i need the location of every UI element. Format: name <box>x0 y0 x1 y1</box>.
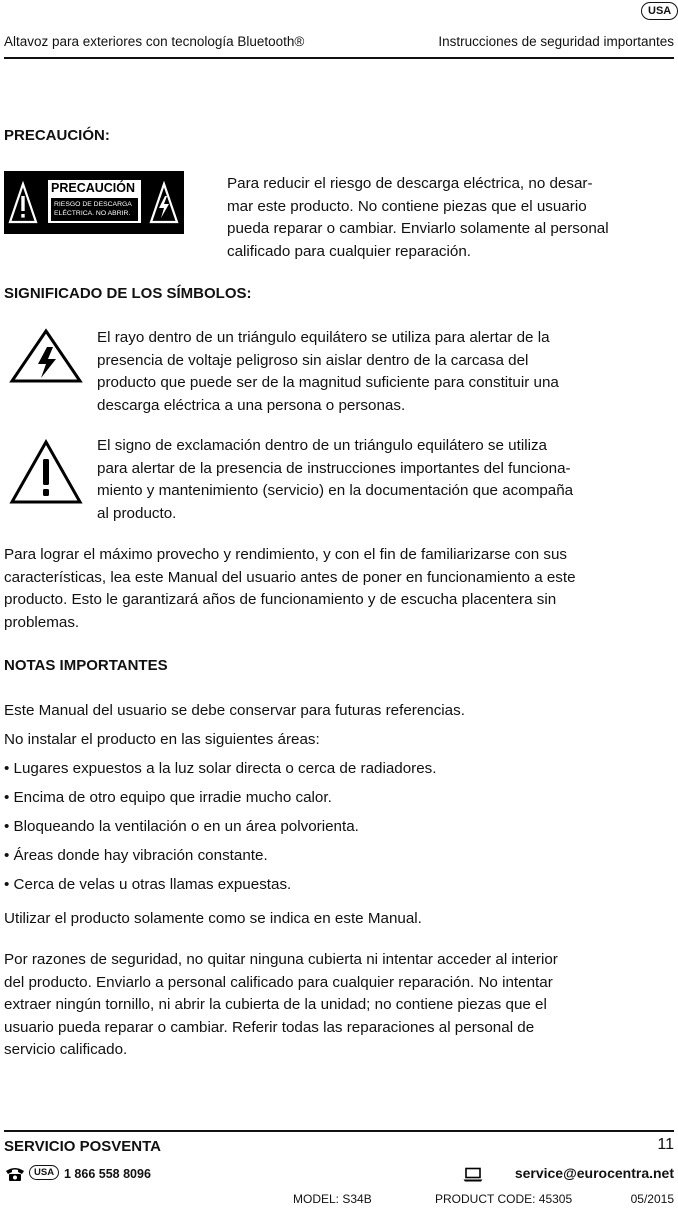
caution-label-title: PRECAUCIÓN <box>51 181 136 195</box>
caution-line: pueda reparar o cambiar. Enviarlo solamente al personal <box>227 220 609 237</box>
safety-line: Por razones de seguridad, no quitar ninguna cubierta ni intentar acceder al interior <box>4 951 558 968</box>
safety-line: servicio calificado. <box>4 1041 128 1058</box>
intro-line: características, lea este Manual del usuario antes de poner en funcionamiento a este <box>4 568 576 586</box>
header-rule <box>4 57 674 59</box>
caution-line: mar este producto. No contiene piezas que el usuario <box>227 197 587 215</box>
date-text: 05/2015 <box>630 1192 674 1206</box>
caution-label-warning <box>51 198 138 221</box>
safety-line: del producto. Enviarlo a personal calificado para cualquier reparación. No intentar <box>4 973 553 991</box>
lightning-triangle-icon <box>149 181 179 225</box>
service-title: SERVICIO POSVENTA <box>4 1138 161 1155</box>
bullet-item: • Bloqueando la ventilación o en un área polvorienta. <box>4 818 359 835</box>
keep-manual-text: Este Manual del usuario se debe conservar para futuras referencias. <box>4 702 465 719</box>
caution-label-panel <box>48 180 141 223</box>
region-badge: USA <box>641 2 678 20</box>
exclamation-line: miento y mantenimiento (servicio) en la documentación que acompaña <box>97 482 574 499</box>
model-text: MODEL: S34B <box>293 1192 372 1206</box>
intro-line: problemas. <box>4 613 80 631</box>
bullet-item: • Cerca de velas u otras llamas expuestas. <box>4 876 292 893</box>
service-email[interactable]: service@eurocentra.net <box>514 1165 674 1181</box>
caution-line: Para reducir el riesgo de descarga eléctrica, no desar- <box>227 175 593 192</box>
exclamation-text <box>97 435 677 525</box>
phone-number[interactable]: 1 866 558 8096 <box>64 1167 151 1181</box>
bullet-item: • Áreas donde hay vibración constante. <box>4 847 268 864</box>
page-number: 11 <box>657 1136 674 1153</box>
symbols-heading: SIGNIFICADO DE LOS SÍMBOLOS: <box>4 285 252 302</box>
caution-label-line1: RIESGO DE DESCARGA <box>54 201 132 208</box>
exclamation-triangle-icon <box>8 181 38 225</box>
intro-line: Para lograr el máximo provecho y rendimiento, y con el fin de familiarizarse con sus <box>4 546 568 563</box>
lightning-triangle-icon <box>9 328 83 384</box>
caution-line: calificado para cualquier reparación. <box>227 242 471 260</box>
use-only-text: Utilizar el producto solamente como se indica en este Manual. <box>4 910 422 927</box>
footer-rule <box>4 1130 674 1132</box>
lightning-text <box>97 327 677 417</box>
header-right-title: Instrucciones de seguridad importantes <box>438 34 674 49</box>
phone-region-badge: USA <box>29 1165 59 1180</box>
safety-paragraph <box>4 949 678 1062</box>
exclamation-triangle-icon <box>9 439 83 505</box>
bullet-item: • Lugares expuestos a la luz solar directa o cerca de radiadores. <box>4 760 437 777</box>
exclamation-line: al producto. <box>97 504 177 522</box>
safety-line: usuario pueda reparar o cambiar. Referir todas las reparaciones al personal de <box>4 1018 535 1036</box>
exclamation-line: El signo de exclamación dentro de un triángulo equilátero se utiliza <box>97 437 547 454</box>
safety-line: extraer ningún tornillo, ni abrir la cubierta de la unidad; no contiene piezas que el <box>4 996 547 1013</box>
exclamation-line: para alertar de la presencia de instrucciones importantes del funciona- <box>97 459 571 477</box>
lightning-line: producto que puede ser de la magnitud suficiente para constituir una <box>97 374 559 391</box>
laptop-icon <box>463 1167 483 1182</box>
no-install-text: No instalar el producto en las siguientes áreas: <box>4 731 320 748</box>
intro-paragraph <box>4 544 678 634</box>
notes-heading: NOTAS IMPORTANTES <box>4 657 168 674</box>
bullet-item: • Encima de otro equipo que irradie mucho calor. <box>4 789 332 806</box>
caution-label-line2: ELÉCTRICA. NO ABRIR. <box>54 210 131 217</box>
caution-text <box>227 173 677 263</box>
header-left-title: Altavoz para exteriores con tecnología Bluetooth® <box>4 34 305 49</box>
intro-line: producto. Esto le garantizará años de funcionamiento y de escucha placentera sin <box>4 591 557 608</box>
caution-heading: PRECAUCIÓN: <box>4 127 110 144</box>
lightning-line: presencia de voltaje peligroso sin aislar dentro de la carcasa del <box>97 351 529 369</box>
caution-label <box>4 171 184 234</box>
lightning-line: descarga eléctrica a una persona o personas. <box>97 396 406 414</box>
product-code-text: PRODUCT CODE: 45305 <box>435 1192 573 1206</box>
lightning-line: El rayo dentro de un triángulo equilátero se utiliza para alertar de la <box>97 329 550 346</box>
phone-icon <box>4 1166 26 1182</box>
